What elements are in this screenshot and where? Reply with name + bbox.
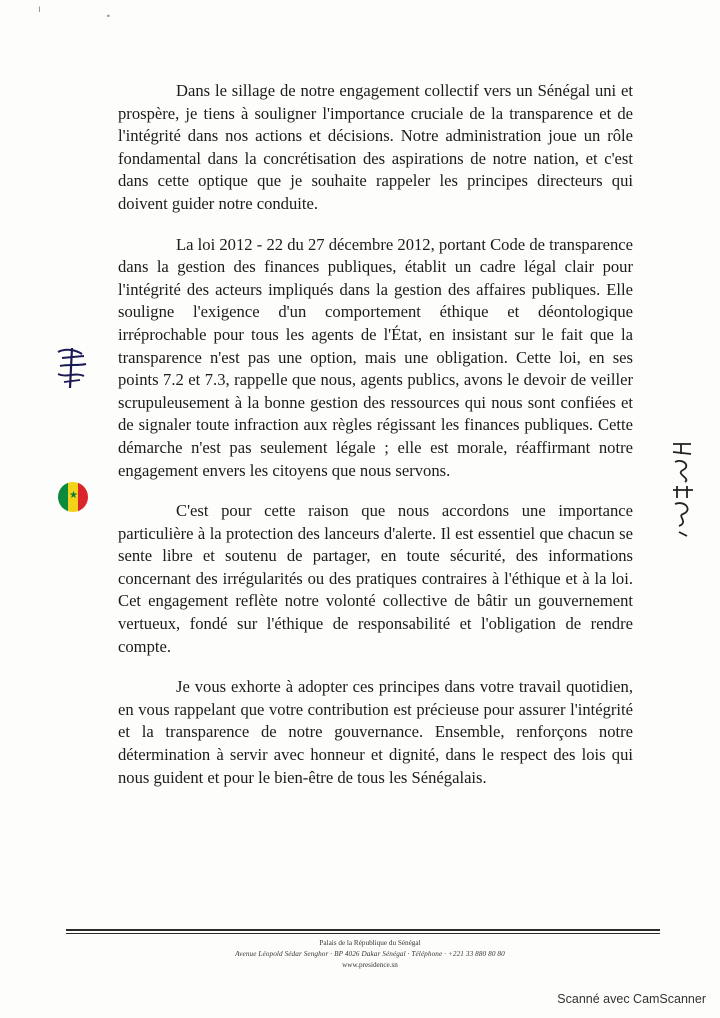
paragraph-4: Je vous exhorte à adopter ces principes dans votre travail quotidien, en vous rappelant que votre contribution est précieuse pour assurer l'intégrité et la transparence de notre gouvernance. Ensemble, renforçons notre détermination à servir avec honneur et dignité, dans le respect des lois qui nous guident et pour le bien-être de tous les Sénégalais. [118, 677, 633, 787]
senegal-flag-seal-icon [58, 482, 88, 512]
flag-star-icon: ★ [69, 490, 78, 501]
footer-institution: Palais de la République du Sénégal [319, 939, 421, 947]
camscanner-watermark: Scanné avec CamScanner [557, 992, 706, 1006]
paragraph-1: Dans le sillage de notre engagement collectif vers un Sénégal uni et prospère, je tiens à souligner l'importance cruciale de la transparence et de l'intégrité dans nos actions et décisions. Notre administration joue un rôle fondamental dans la concrétisation des aspirations de notre nation, et c'est dans cette optique que je souhaite rappeler les principes directeurs qui doivent guider notre conduite. [118, 81, 633, 213]
flag-band-red [78, 482, 88, 512]
paragraph-3: C'est pour cette raison que nous accordons une importance particulière à la protection des lanceurs d'alerte. Il est essentiel que chacun se sente libre et soutenu de partager, en toute sécurité, des informations concernant des irrégularités ou des pratiques contraires à l'éthique et à la loi. Cet engagement reflète notre volonté collective de bâtir un gouvernement vertueux, fondé sur l'éthique de responsabilité et l'obligation de rendre compte. [118, 501, 633, 656]
handwritten-margin-signature [665, 440, 699, 540]
letter-body [118, 80, 633, 807]
footer-rule [66, 929, 660, 931]
footer-rule-thin [66, 933, 660, 934]
handwritten-initials-mark [52, 344, 92, 392]
footer-website: www.presidence.sn [342, 961, 398, 969]
paragraph-2: La loi 2012 - 22 du 27 décembre 2012, portant Code de transparence dans la gestion des finances publiques, établit un cadre légal clair pour l'intégrité des acteurs impliqués dans la gestion des affaires publiques. Elle souligne l'exigence d'un comportement éthique et déontologique irréprochable pour tous les agents de l'État, en insistant sur le fait que la transparence n'est pas une option, mais une obligation. Cette loi, en ses points 7.2 et 7.3, rappelle que nous, agents publics, avons le devoir de veiller scrupuleusement à la bonne gestion des ressources qui nous sont confiées et de signaler toute infraction aux règles régissant les finances publiques. Cette démarche n'est pas seulement légale ; elle est morale, réaffirmant notre engagement envers les citoyens que nous servons. [118, 234, 633, 480]
scan-artifact-mark: ı [38, 4, 41, 15]
footer-address: Avenue Léopold Sédar Senghor · BP 4026 Dakar Sénégal · Téléphone · +221 33 880 80 80 [235, 950, 505, 958]
flag-band-green [58, 482, 68, 512]
scan-artifact-dot: • [106, 12, 111, 21]
